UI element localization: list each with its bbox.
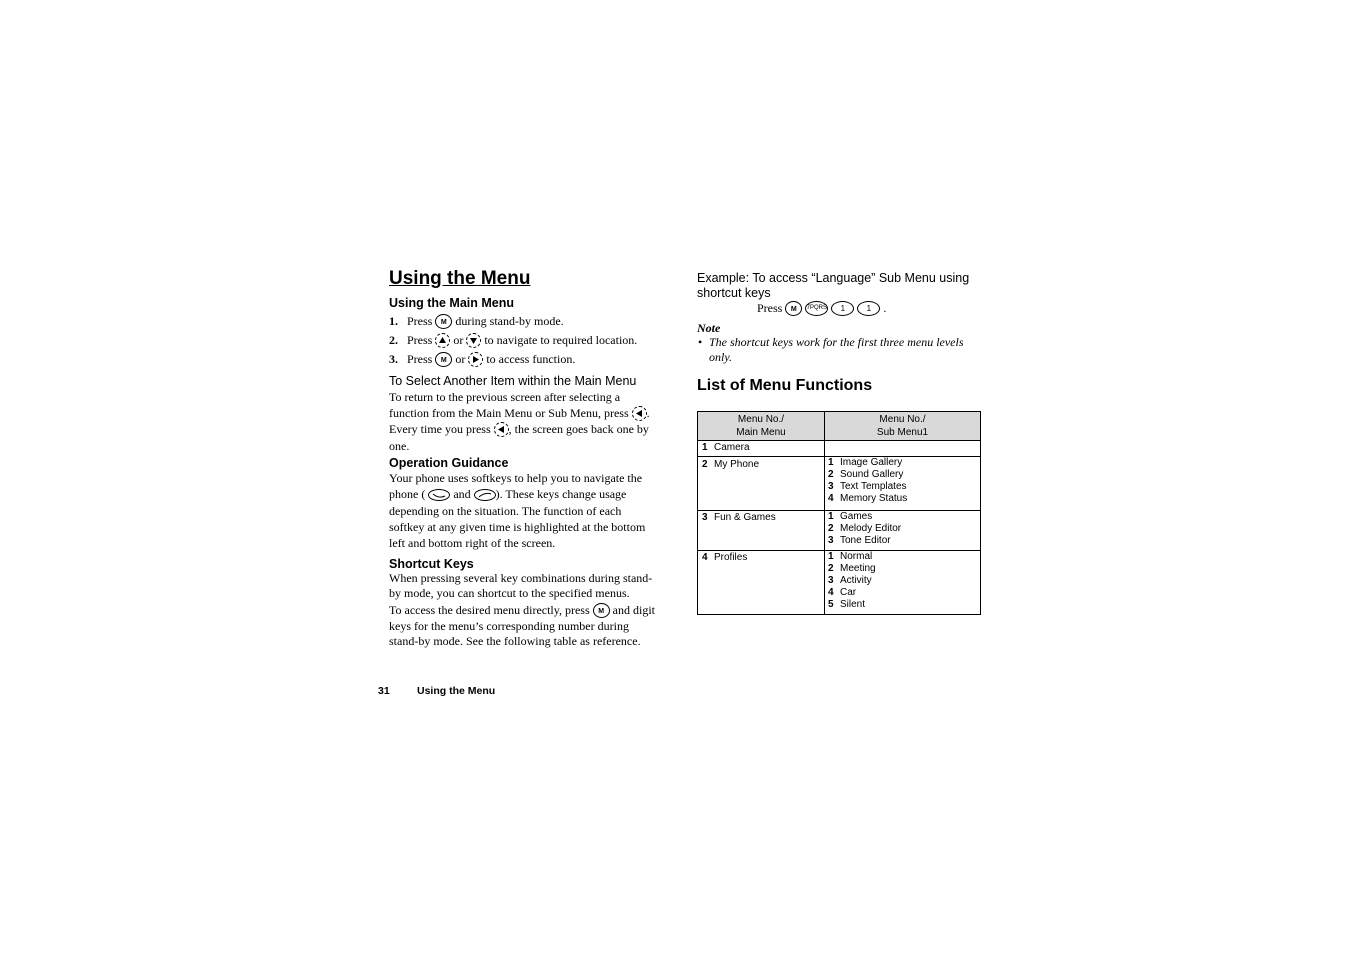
text-line: left and bottom right of the screen. — [389, 536, 556, 551]
menu-name: Fun & Games — [714, 512, 776, 523]
sub-menu-cell — [825, 511, 981, 551]
nav-down-icon — [466, 333, 481, 348]
nav-right-icon — [468, 352, 483, 367]
sub-menu-item: 3 Text Templates — [828, 481, 907, 492]
sub-menu-item: 3 Activity — [828, 575, 872, 586]
menu-number: 1 — [702, 442, 708, 453]
note-text — [709, 335, 999, 364]
sub-menu-cell — [825, 457, 981, 511]
header-text: Main Menu — [736, 427, 786, 438]
step-number: 2. — [389, 333, 398, 347]
text-line: phone ( — [389, 487, 426, 502]
list-heading: List of Menu Functions — [697, 377, 873, 394]
select-paragraph-2 — [389, 421, 679, 454]
menu-name: Profiles — [714, 552, 748, 563]
text-line: To access the desired menu directly, press — [389, 603, 590, 617]
menu-name: My Phone — [714, 459, 760, 470]
menu-number: 3 — [702, 512, 708, 523]
text-line: keys for the menu’s corresponding number during — [389, 618, 629, 633]
sub-menu-item: 1 Normal — [828, 551, 873, 562]
page-title: Using the Menu — [389, 268, 531, 289]
note-bullet: • — [698, 335, 703, 349]
text-line: Every time you press — [389, 422, 491, 436]
guidance-paragraph — [389, 470, 679, 551]
note-heading: Note — [697, 321, 721, 335]
main-menu-heading: Using the Main Menu — [389, 296, 514, 310]
text-line: only. — [709, 349, 732, 364]
example-text — [697, 271, 997, 300]
nav-up-icon — [435, 333, 450, 348]
menu-number: 4 — [702, 552, 708, 563]
menu-functions-table — [697, 411, 981, 615]
sub-menu-item: 1 Image Gallery — [828, 457, 903, 468]
text-line: depending on the situation. The function of each — [389, 503, 622, 518]
nav-left-icon — [632, 406, 647, 421]
step-text: Press — [407, 314, 433, 328]
text-line: To return to the previous screen after selecting a — [389, 390, 621, 404]
sub-menu-item: 2 Sound Gallery — [828, 469, 904, 480]
menu-key-icon: M — [785, 301, 802, 316]
step-1 — [389, 313, 679, 330]
text-line: stand-by mode. See the following table as reference. — [389, 633, 641, 648]
right-softkey-icon — [474, 489, 496, 501]
sub-menu-item: 2 Meeting — [828, 563, 876, 574]
key-7-icon: 7PQRS — [805, 301, 828, 316]
shortcut-paragraph-2 — [389, 603, 684, 649]
footer-section-title: Using the Menu — [417, 685, 496, 697]
table-header-main — [698, 412, 825, 441]
step-text: to access function. — [486, 352, 576, 366]
nav-left-icon — [494, 422, 509, 437]
step-number: 3. — [389, 352, 398, 366]
text-line: function from the Main Menu or Sub Menu, press — [389, 406, 629, 420]
step-2 — [389, 332, 679, 349]
main-menu-cell — [698, 441, 825, 457]
main-menu-cell — [698, 551, 825, 615]
text-line: When pressing several key combinations during stand- — [389, 571, 653, 585]
example-keys: Press M 7PQRS 1 1 . — [757, 301, 887, 315]
menu-key-icon: M — [435, 352, 452, 367]
main-menu-cell — [698, 511, 825, 551]
text-line: shortcut keys — [697, 285, 771, 300]
key-1-icon: 1 — [831, 301, 854, 316]
sub-menu-item: 2 Melody Editor — [828, 523, 902, 534]
sub-menu-item: 3 Tone Editor — [828, 535, 891, 546]
step-text: or — [453, 333, 464, 347]
text-line: softkey at any given time is highlighted at the bottom — [389, 519, 646, 534]
table-header-row — [698, 412, 981, 441]
shortcut-paragraph-1 — [389, 571, 684, 601]
select-paragraph-1: To return to the previous screen after selecting a function from the Main Menu or Sub Menu, press . — [389, 389, 679, 422]
text-line: and — [453, 487, 471, 502]
table-row — [698, 457, 981, 511]
sub-menu-cell — [825, 441, 981, 457]
table-row — [698, 441, 981, 457]
sub-menu-item: 1 Games — [828, 511, 873, 522]
menu-key-icon: M — [435, 314, 452, 329]
page-number: 31 — [378, 685, 390, 697]
text-line: one. — [389, 438, 410, 453]
press-label: Press — [757, 301, 783, 315]
key-1-icon: 1 — [857, 301, 880, 316]
step-text: Press — [407, 333, 433, 347]
sub-menu-item: 4 Car — [828, 587, 857, 598]
sub-menu-cell — [825, 551, 981, 615]
text-line: Example: To access “Language” Sub Menu using — [697, 271, 970, 285]
text-line: The shortcut keys work for the first three menu levels — [709, 335, 964, 349]
sub-menu-item: 5 Silent — [828, 599, 866, 610]
menu-name: Camera — [714, 442, 750, 453]
left-softkey-icon — [428, 489, 450, 501]
step-text: during stand-by mode. — [455, 314, 564, 328]
main-menu-cell — [698, 457, 825, 511]
menu-number: 2 — [702, 459, 708, 470]
shortcut-heading: Shortcut Keys — [389, 557, 474, 571]
guidance-heading: Operation Guidance — [389, 456, 509, 470]
step-text: or — [455, 352, 466, 366]
step-text: to navigate to required location. — [484, 333, 638, 347]
header-text: Sub Menu1 — [876, 427, 929, 438]
step-text: Press — [407, 352, 433, 366]
text-line: by mode, you can shortcut to the specified menus. — [389, 586, 630, 600]
select-heading: To Select Another Item within the Main Menu — [389, 374, 637, 388]
step-3 — [389, 351, 679, 368]
menu-key-icon: M — [593, 603, 610, 618]
text-line: , the screen goes back one by — [508, 422, 649, 436]
step-number: 1. — [389, 314, 398, 328]
text-line: and digit — [612, 603, 655, 617]
text-line: ). These keys change usage — [495, 487, 627, 502]
header-text: Menu No./ — [879, 414, 926, 425]
table-row — [698, 551, 981, 615]
table-row — [698, 511, 981, 551]
table-header-sub — [825, 412, 981, 441]
header-text: Menu No./ — [737, 414, 785, 425]
text-line: Your phone uses softkeys to help you to navigate the — [389, 471, 643, 485]
sub-menu-item: 4 Memory Status — [828, 493, 908, 504]
